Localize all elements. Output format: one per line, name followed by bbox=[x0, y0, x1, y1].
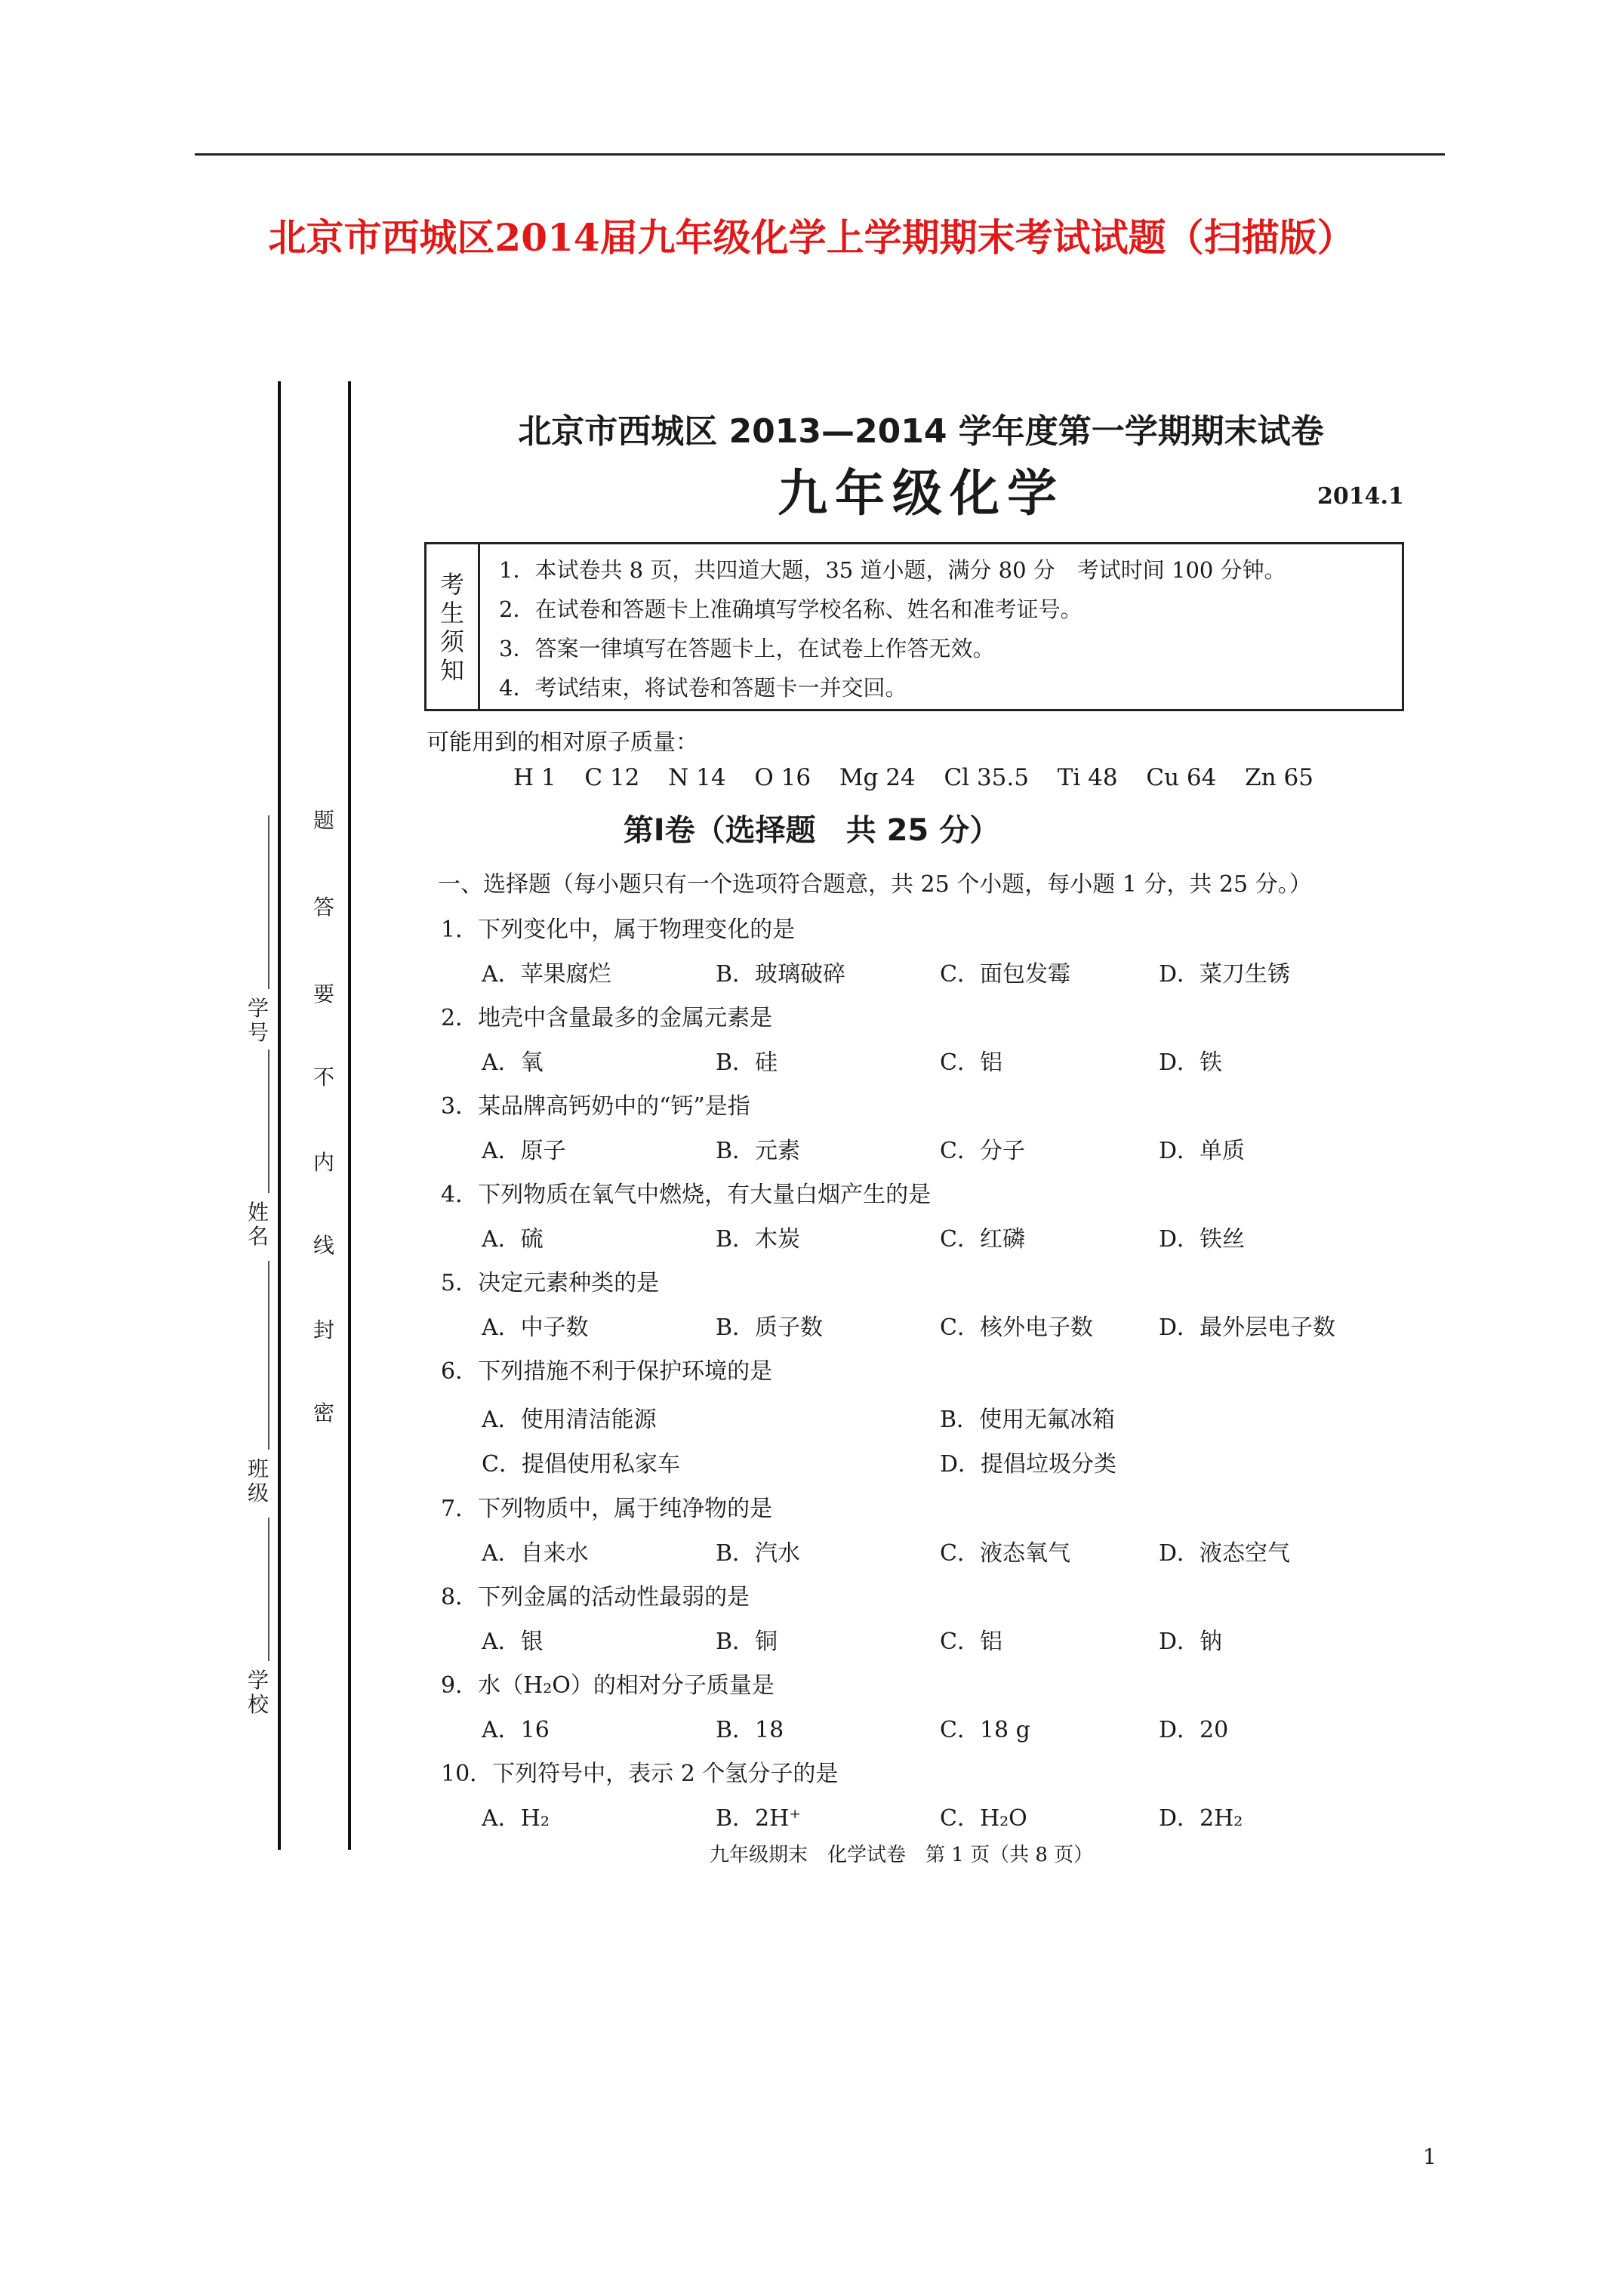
question-option: C．铝 bbox=[940, 1049, 1002, 1076]
section-instruction: 一、选择题（每小题只有一个选项符合题意，共 25 个小题，每小题 1 分，共 25 分。） bbox=[438, 871, 1312, 898]
question-option: D．液态空气 bbox=[1159, 1540, 1291, 1567]
question-stem: 2．地壳中含量最多的金属元素是 bbox=[441, 1005, 773, 1031]
field-label-class: 班级 bbox=[247, 1456, 269, 1505]
seal-char: 不 bbox=[313, 1065, 335, 1089]
notice-label: 考生须知 bbox=[439, 570, 464, 685]
exam-date: 2014.1 bbox=[1317, 483, 1404, 510]
atomic-mass-item: Zn 65 bbox=[1245, 764, 1313, 791]
question-option: D．单质 bbox=[1159, 1138, 1246, 1164]
question-option: C．红磷 bbox=[940, 1226, 1025, 1253]
subject-title: 九年级化学 bbox=[778, 464, 1064, 522]
seal-char: 密 bbox=[313, 1401, 335, 1425]
question-option: B．元素 bbox=[716, 1138, 801, 1164]
atomic-mass-item: N 14 bbox=[668, 764, 726, 791]
exam-title: 北京市西城区 2013—2014 学年度第一学期期末试卷 bbox=[518, 412, 1324, 451]
exam-page-footer: 九年级期末 化学试卷 第 1 页（共 8 页） bbox=[710, 1844, 1094, 1866]
binding-line-outer bbox=[278, 381, 281, 1850]
header-rule bbox=[195, 153, 1445, 156]
atomic-mass-item: C 12 bbox=[584, 764, 640, 791]
question-option: D．2H₂ bbox=[1159, 1805, 1243, 1832]
atomic-mass-item: Ti 48 bbox=[1057, 764, 1118, 791]
atomic-mass-item: O 16 bbox=[754, 764, 812, 791]
question-option: B．汽水 bbox=[716, 1540, 801, 1567]
seal-char: 答 bbox=[313, 895, 335, 920]
question-option: C．H₂O bbox=[940, 1805, 1027, 1832]
page-number: 1 bbox=[1423, 2144, 1437, 2169]
question-stem: 4．下列物质在氧气中燃烧，有大量白烟产生的是 bbox=[441, 1182, 932, 1208]
question-option: B．木炭 bbox=[716, 1226, 801, 1253]
field-label-school: 学校 bbox=[247, 1668, 269, 1717]
question-option: C．提倡使用私家车 bbox=[482, 1451, 680, 1478]
question-option: D．最外层电子数 bbox=[1159, 1314, 1336, 1341]
atomic-mass-label: 可能用到的相对原子质量： bbox=[427, 729, 698, 756]
question-option: C．18 g bbox=[940, 1717, 1030, 1743]
question-option: B．18 bbox=[716, 1717, 784, 1743]
binding-line-inner bbox=[348, 381, 351, 1850]
field-underline bbox=[268, 1049, 269, 1193]
notice-label-cell bbox=[427, 544, 480, 709]
question-option: D．20 bbox=[1159, 1717, 1229, 1743]
field-label-name: 姓名 bbox=[247, 1200, 269, 1249]
seal-char: 题 bbox=[313, 808, 335, 833]
notice-item: 4．考试结束，将试卷和答题卡一并交回。 bbox=[499, 675, 907, 701]
question-option: B．使用无氟冰箱 bbox=[940, 1407, 1116, 1433]
question-stem: 1．下列变化中，属于物理变化的是 bbox=[441, 917, 796, 943]
question-option: B．铜 bbox=[716, 1629, 778, 1655]
notice-item: 1．本试卷共 8 页，共四道大题，35 道小题，满分 80 分 考试时间 100 分钟。 bbox=[499, 557, 1286, 583]
question-option: C．分子 bbox=[940, 1138, 1025, 1164]
question-option: D．铁 bbox=[1159, 1049, 1223, 1076]
notice-item: 2．在试卷和答题卡上准确填写学校名称、姓名和准考证号。 bbox=[499, 596, 1083, 622]
question-option: B．质子数 bbox=[716, 1314, 824, 1341]
question-option: C．面包发霉 bbox=[940, 961, 1070, 988]
question-stem: 10．下列符号中，表示 2 个氢分子的是 bbox=[441, 1761, 839, 1787]
question-option: A．16 bbox=[482, 1717, 550, 1743]
question-option: D．钠 bbox=[1159, 1629, 1223, 1655]
seal-char: 线 bbox=[313, 1233, 335, 1258]
seal-char: 内 bbox=[313, 1150, 335, 1175]
candidate-notice-box bbox=[424, 542, 1404, 711]
question-option: A．氧 bbox=[482, 1049, 544, 1076]
question-option: C．液态氧气 bbox=[940, 1540, 1070, 1567]
question-option: B．玻璃破碎 bbox=[716, 961, 846, 988]
question-option: D．提倡垃圾分类 bbox=[940, 1451, 1117, 1478]
question-option: A．自来水 bbox=[482, 1540, 589, 1567]
question-option: A．苹果腐烂 bbox=[482, 961, 611, 988]
question-stem: 3．某品牌高钙奶中的“钙”是指 bbox=[441, 1093, 750, 1120]
question-stem: 5．决定元素种类的是 bbox=[441, 1270, 660, 1296]
atomic-mass-item: H 1 bbox=[513, 764, 556, 791]
atomic-mass-item: Mg 24 bbox=[839, 764, 916, 791]
question-stem: 6．下列措施不利于保护环境的是 bbox=[441, 1358, 773, 1385]
question-stem: 7．下列物质中，属于纯净物的是 bbox=[441, 1496, 773, 1522]
question-option: C．核外电子数 bbox=[940, 1314, 1093, 1341]
question-stem: 9．水（H₂O）的相对分子质量是 bbox=[441, 1672, 775, 1699]
question-option: A．H₂ bbox=[482, 1805, 550, 1832]
question-option: A．硫 bbox=[482, 1226, 544, 1253]
atomic-mass-list bbox=[513, 764, 1313, 791]
notice-item: 3．答案一律填写在答题卡上，在试卷上作答无效。 bbox=[499, 636, 995, 661]
question-stem: 8．下列金属的活动性最弱的是 bbox=[441, 1584, 750, 1610]
question-option: B．2H⁺ bbox=[716, 1805, 802, 1832]
document-title: 北京市西城区2014届九年级化学上学期期末考试试题（扫描版） bbox=[268, 215, 1355, 260]
seal-char: 封 bbox=[313, 1318, 335, 1342]
atomic-mass-item: Cu 64 bbox=[1146, 764, 1217, 791]
question-option: A．中子数 bbox=[482, 1314, 589, 1341]
field-underline bbox=[268, 1518, 269, 1661]
field-label-student-id: 学号 bbox=[247, 996, 269, 1045]
question-option: A．使用清洁能源 bbox=[482, 1407, 657, 1433]
field-underline bbox=[268, 1261, 269, 1450]
question-option: D．菜刀生锈 bbox=[1159, 961, 1291, 988]
seal-char: 要 bbox=[313, 982, 335, 1006]
atomic-mass-item: Cl 35.5 bbox=[944, 764, 1029, 791]
question-option: D．铁丝 bbox=[1159, 1226, 1246, 1253]
question-option: B．硅 bbox=[716, 1049, 778, 1076]
section-title: 第Ⅰ卷（选择题 共 25 分） bbox=[623, 813, 1000, 848]
question-option: A．银 bbox=[482, 1629, 544, 1655]
question-option: A．原子 bbox=[482, 1138, 566, 1164]
question-option: C．铝 bbox=[940, 1629, 1002, 1655]
